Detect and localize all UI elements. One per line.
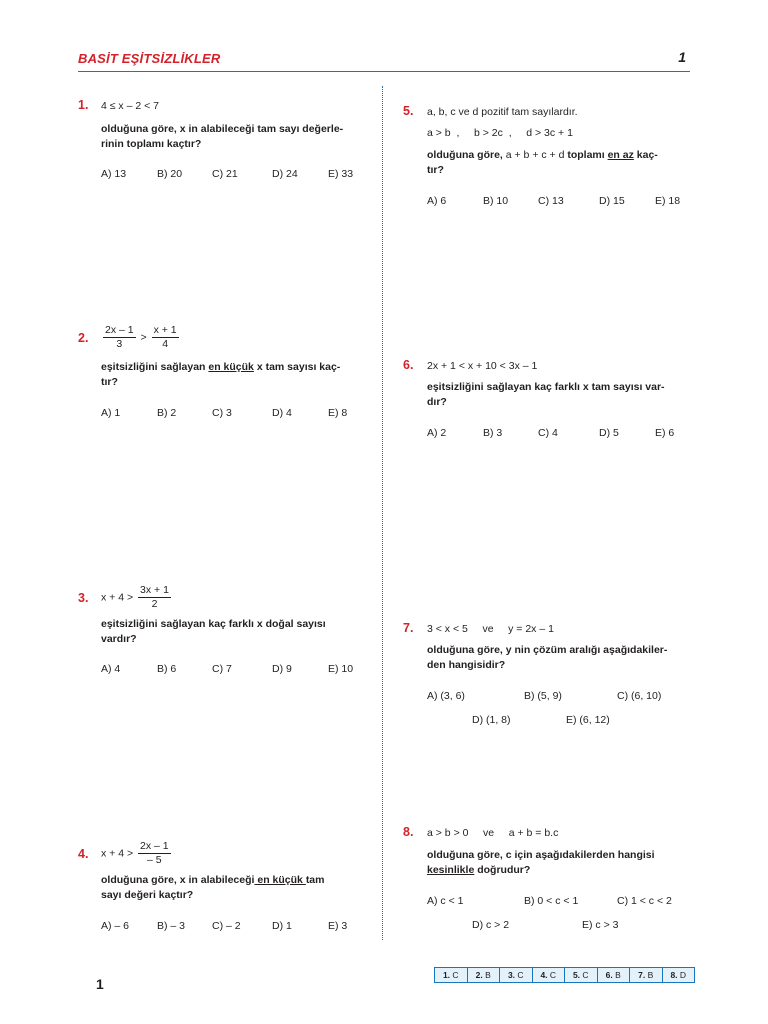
option-d[interactable]: D) 15: [599, 195, 625, 207]
fraction: [152, 324, 179, 351]
question-number: 6.: [403, 358, 414, 372]
answer-key-number: 1.: [442, 970, 451, 980]
question-number: 4.: [78, 847, 89, 861]
question-text: vardır?: [101, 633, 137, 645]
answer-key-cell: [564, 968, 597, 982]
option-d[interactable]: D) 24: [272, 168, 298, 180]
fraction: [103, 324, 136, 351]
option-c[interactable]: C) 7: [212, 663, 232, 675]
denominator: 2: [151, 598, 158, 610]
underlined-text: kesinlikle: [427, 864, 475, 876]
question-text: sayı değeri kaçtır?: [101, 889, 194, 901]
answer-key-letter: D: [679, 970, 687, 980]
answer-key-cell: [467, 968, 500, 982]
numerator: 3x + 1: [140, 584, 169, 596]
option-d[interactable]: D) 5: [599, 427, 619, 439]
answer-key-cell: [662, 968, 695, 982]
answer-key-letter: B: [485, 970, 491, 980]
option-c[interactable]: C) (6, 10): [617, 690, 662, 702]
expression-lhs: x + 4 >: [101, 847, 134, 860]
question-text: olduğuna göre, y nin çözüm aralığı aşağıdakiler-: [427, 644, 668, 656]
option-a[interactable]: A) 6: [427, 195, 447, 207]
option-e[interactable]: E) 3: [328, 920, 348, 932]
option-b[interactable]: B) 0 < c < 1: [524, 895, 579, 907]
answer-key-number: 5.: [572, 970, 581, 980]
question-expression: [101, 840, 173, 867]
question-text: rinin toplamı kaçtır?: [101, 138, 202, 150]
answer-key-cell: [597, 968, 630, 982]
question-text: eşitsizliğini sağlayan kaç farklı x tam sayısı var-: [427, 381, 665, 393]
answer-key-number: 8.: [670, 970, 678, 980]
text-part: eşitsizliğini sağlayan: [101, 361, 209, 373]
answer-key-letter: B: [647, 970, 654, 980]
option-d[interactable]: D) 9: [272, 663, 292, 675]
text-part: a + b + c + d: [505, 149, 565, 161]
answer-key-letter: C: [452, 970, 459, 980]
option-a[interactable]: A) (3, 6): [427, 690, 465, 702]
numerator: x + 1: [153, 324, 177, 336]
question-expression: [101, 584, 173, 611]
text-part: olduğuna göre,: [427, 149, 506, 161]
underlined-text: en az: [607, 149, 634, 161]
option-e[interactable]: E) 10: [328, 663, 354, 675]
text-part: olduğuna göre, x in alabileceği: [101, 874, 255, 886]
option-e[interactable]: E) 8: [328, 407, 348, 419]
question-number: 2.: [78, 331, 89, 345]
option-a[interactable]: A) 4: [101, 663, 121, 675]
option-b[interactable]: B) – 3: [157, 920, 186, 932]
option-d[interactable]: D) 1: [272, 920, 292, 932]
question-text: olduğuna göre, c için aşağıdakilerden hangisi: [427, 849, 655, 861]
underlined-text: en küçük: [254, 874, 306, 886]
option-c[interactable]: C) – 2: [212, 920, 241, 932]
answer-key-number: 4.: [540, 970, 548, 980]
option-a[interactable]: A) 13: [101, 168, 127, 180]
question-expression: a > b , b > 2c , d > 3c + 1: [427, 127, 573, 139]
question-text: tır?: [427, 164, 444, 176]
question-number: 7.: [403, 621, 414, 635]
option-b[interactable]: B) 6: [157, 663, 177, 675]
answer-key-cell: [435, 968, 467, 982]
column-divider: [382, 86, 383, 940]
option-c[interactable]: C) 13: [538, 195, 564, 207]
option-a[interactable]: A) 1: [101, 407, 121, 419]
question-expression: 3 < x < 5 ve y = 2x – 1: [427, 623, 554, 635]
text-part: tam: [305, 874, 325, 886]
question-expression: [101, 324, 181, 351]
option-c[interactable]: C) 4: [538, 427, 558, 439]
denominator: – 5: [147, 854, 162, 866]
question-text: [427, 864, 530, 876]
text-part: doğrudur?: [474, 864, 531, 876]
option-d[interactable]: D) 4: [272, 407, 292, 419]
answer-key-letter: C: [549, 970, 557, 980]
question-text: dır?: [427, 396, 447, 408]
question-number: 8.: [403, 825, 414, 839]
question-number: 1.: [78, 98, 89, 112]
numerator: 2x – 1: [140, 840, 169, 852]
answer-key-letter: B: [615, 970, 621, 980]
answer-key-cell: [499, 968, 532, 982]
denominator: 4: [162, 338, 169, 350]
option-b[interactable]: B) 10: [483, 195, 509, 207]
option-c[interactable]: C) 21: [212, 168, 238, 180]
question-expression: 2x + 1 < x + 10 < 3x – 1: [427, 360, 538, 372]
option-d[interactable]: D) c > 2: [472, 919, 510, 931]
header-rule: [78, 71, 690, 72]
option-d[interactable]: D) (1, 8): [472, 714, 511, 726]
denominator: 3: [116, 338, 123, 350]
option-c[interactable]: C) 1 < c < 2: [617, 895, 672, 907]
question-text: [101, 874, 325, 886]
answer-key: [434, 967, 695, 983]
header-page-number: 1: [678, 49, 686, 65]
fraction: [138, 584, 171, 611]
question-expression: 4 ≤ x – 2 < 7: [101, 100, 160, 112]
numerator: 2x – 1: [105, 324, 134, 336]
option-a[interactable]: A) – 6: [101, 920, 130, 932]
question-number: 3.: [78, 591, 89, 605]
question-text: [101, 361, 340, 373]
answer-key-cell: [629, 968, 662, 982]
text-part: x tam sayısı kaç-: [253, 361, 341, 373]
option-c[interactable]: C) 3: [212, 407, 232, 419]
answer-key-number: 7.: [638, 970, 646, 980]
text-part: kaç-: [633, 149, 658, 161]
option-b[interactable]: B) (5, 9): [524, 690, 562, 702]
answer-key-number: 3.: [507, 970, 516, 980]
header-title: BASİT EŞİTSİZLİKLER: [78, 51, 221, 66]
answer-key-cell: [532, 968, 565, 982]
option-a[interactable]: A) c < 1: [427, 895, 464, 907]
option-b[interactable]: B) 20: [157, 168, 183, 180]
option-e[interactable]: E) 6: [655, 427, 675, 439]
expression-lhs: x + 4 >: [101, 591, 134, 604]
question-text: eşitsizliğini sağlayan kaç farklı x doğal sayısı: [101, 618, 326, 630]
text-part: toplamı: [564, 149, 608, 161]
question-text: tır?: [101, 376, 118, 388]
question-expression: a > b > 0 ve a + b = b.c: [427, 827, 559, 839]
question-number: 5.: [403, 104, 414, 118]
question-text: [427, 149, 658, 161]
operator: >: [140, 331, 147, 344]
answer-key-letter: C: [582, 970, 589, 980]
question-text: olduğuna göre, x in alabileceği tam sayı değerle-: [101, 123, 344, 135]
option-e[interactable]: E) (6, 12): [566, 714, 610, 726]
question-text: den hangisidir?: [427, 659, 506, 671]
option-e[interactable]: E) 18: [655, 195, 681, 207]
answer-key-number: 2.: [475, 970, 483, 980]
footer-page-number: 1: [96, 976, 104, 992]
fraction: [138, 840, 171, 867]
option-e[interactable]: E) 33: [328, 168, 354, 180]
option-b[interactable]: B) 3: [483, 427, 503, 439]
answer-key-letter: C: [517, 970, 524, 980]
answer-key-number: 6.: [605, 970, 613, 980]
option-b[interactable]: B) 2: [157, 407, 177, 419]
underlined-text: en küçük: [208, 361, 254, 373]
question-expression: a, b, c ve d pozitif tam sayılardır.: [427, 106, 578, 118]
option-a[interactable]: A) 2: [427, 427, 447, 439]
option-e[interactable]: E) c > 3: [582, 919, 619, 931]
